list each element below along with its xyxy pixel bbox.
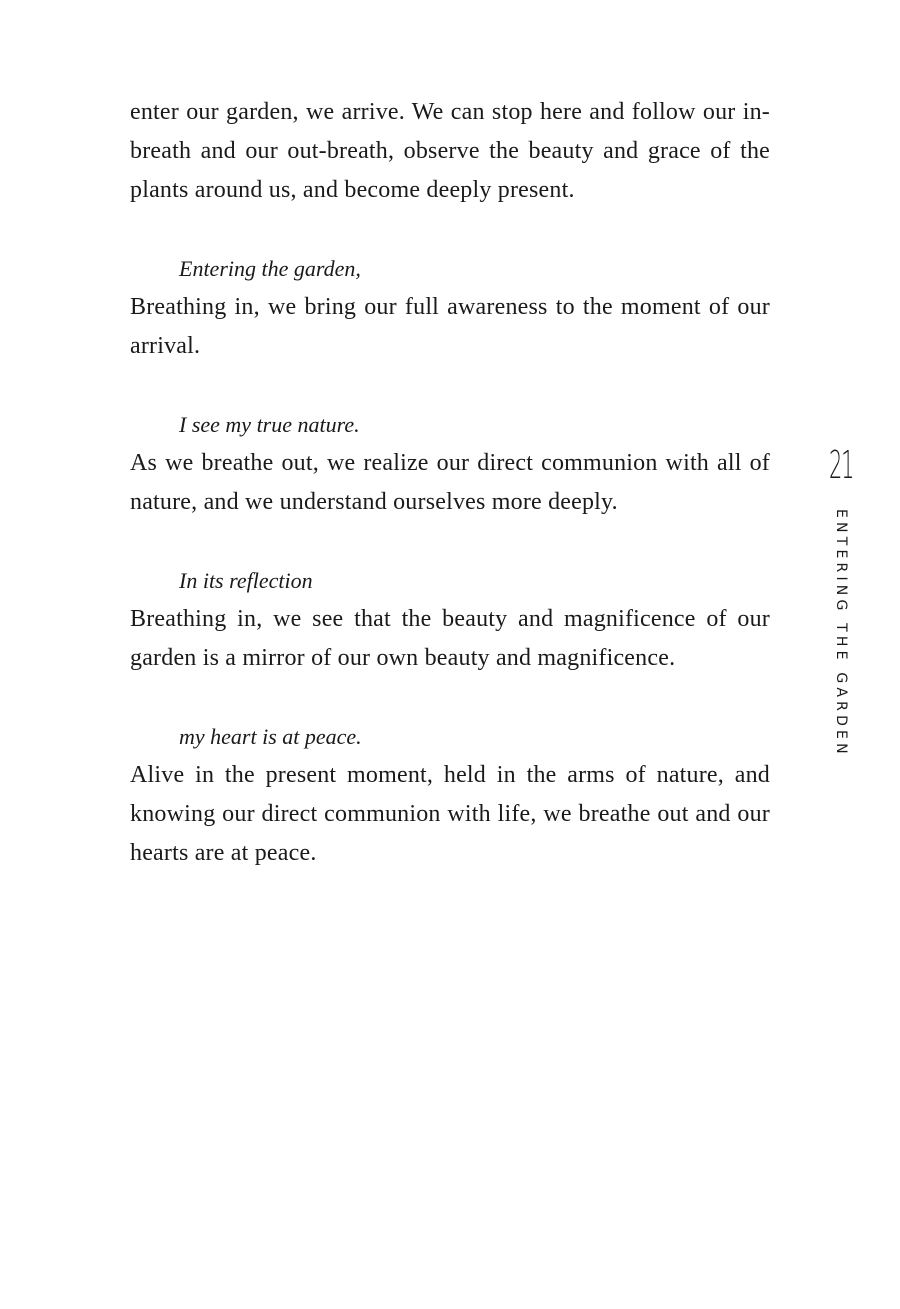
stanza-gap — [130, 366, 770, 405]
stanza-1 — [130, 249, 770, 366]
stanza-2 — [130, 405, 770, 522]
verse-line-2: I see my true nature. — [179, 412, 360, 437]
page-number: 21 — [828, 443, 854, 487]
commentary-1: Breathing in, we bring our full awareness to the moment of our arrival. — [130, 294, 770, 359]
stanza-gap — [130, 678, 770, 717]
commentary-3: Breathing in, we see that the beauty and magnificence of our garden is a mirror of our own beauty and magnificence. — [130, 606, 770, 671]
commentary-2: As we breathe out, we realize our direct communion with all of nature, and we understand ourselves more deeply. — [130, 450, 770, 515]
verse-line-3: In its reflection — [179, 568, 313, 593]
running-head: ENTERING THE GARDEN — [833, 509, 849, 758]
stanza-3 — [130, 561, 770, 678]
commentary-4: Alive in the present moment, held in the arms of nature, and knowing our direct communion with life, we breathe out and our hearts are at peace. — [130, 762, 770, 866]
verse-line-1: Entering the garden, — [179, 256, 361, 281]
stanza-4 — [130, 717, 770, 873]
verse-line-4: my heart is at peace. — [179, 724, 362, 749]
margin-tab — [826, 445, 856, 758]
opening-paragraph: enter our garden, we arrive. We can stop here and follow our in-breath and our out-breath, observe the beauty and grace of the plants around us, and become deeply present. — [130, 99, 770, 203]
stanza-gap — [130, 522, 770, 561]
body-text-column — [130, 93, 770, 873]
